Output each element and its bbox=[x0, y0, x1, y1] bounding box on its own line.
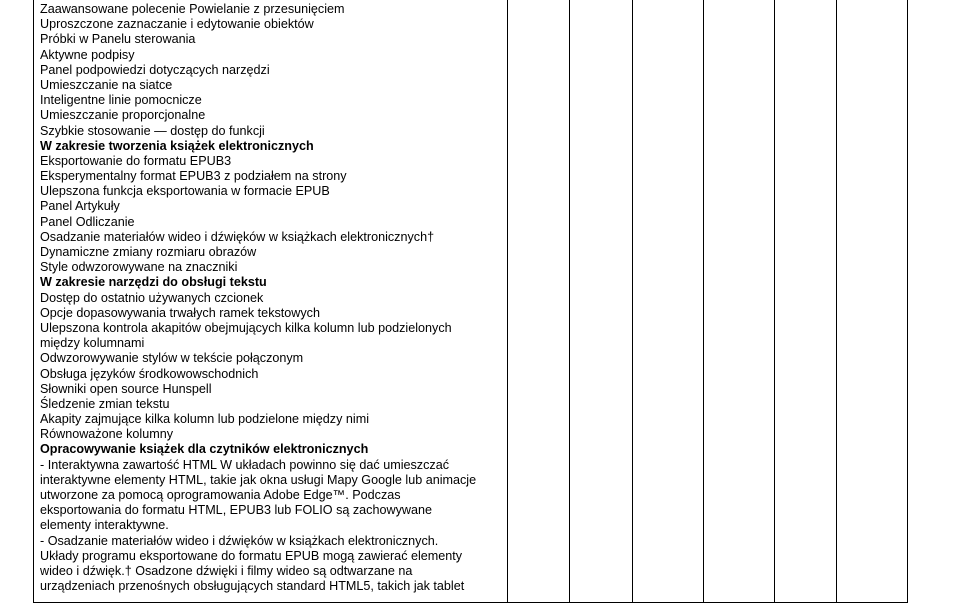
empty-cell-4 bbox=[704, 0, 775, 603]
feature-line: wideo i dźwięk.† Osadzone dźwięki i filmy wideo są odtwarzane na bbox=[40, 563, 413, 578]
feature-line: Próbki w Panelu sterowania bbox=[40, 32, 196, 47]
empty-cell-5 bbox=[775, 0, 837, 603]
feature-line: Dynamiczne zmiany rozmiaru obrazów bbox=[40, 245, 257, 259]
feature-line: Dostęp do ostatnio używanych czcionek bbox=[40, 290, 264, 305]
feature-description-cell bbox=[34, 0, 508, 603]
feature-line: - Osadzanie materiałów wideo i dźwięków w książkach elektronicznych. bbox=[40, 533, 439, 548]
feature-line: Panel podpowiedzi dotyczących narzędzi bbox=[40, 62, 270, 77]
feature-line: Style odwzorowywane na znaczniki bbox=[40, 260, 238, 275]
feature-line: elementy interaktywne. bbox=[40, 518, 169, 533]
feature-line: Osadzanie materiałów wideo i dźwięków w książkach elektronicznych† bbox=[40, 229, 435, 244]
feature-line: między kolumnami bbox=[40, 336, 145, 351]
feature-lines bbox=[34, 0, 507, 594]
feature-line: Zaawansowane polecenie Powielanie z przesunięciem bbox=[40, 2, 345, 16]
feature-line: Aktywne podpisy bbox=[40, 47, 135, 62]
feature-line: - Interaktywna zawartość HTML W układach powinno się dać umieszczać bbox=[40, 457, 449, 472]
feature-line: Umieszczanie proporcjonalne bbox=[40, 108, 206, 123]
feature-line: Słowniki open source Hunspell bbox=[40, 381, 212, 396]
feature-line: Opcje dopasowywania trwałych ramek tekstowych bbox=[40, 305, 320, 320]
feature-line: Układy programu eksportowane do formatu EPUB mogą zawierać elementy bbox=[40, 548, 463, 563]
feature-line: Śledzenie zmian tekstu bbox=[40, 396, 170, 411]
feature-line: Uproszczone zaznaczanie i edytowanie obiektów bbox=[40, 17, 314, 32]
feature-line: Umieszczanie na siatce bbox=[40, 77, 173, 92]
feature-line: Równoważone kolumny bbox=[40, 427, 174, 442]
feature-line: Eksportowanie do formatu EPUB3 bbox=[40, 153, 232, 168]
empty-cell-1 bbox=[508, 0, 570, 603]
feature-line: Obsługa języków środkowowschodnich bbox=[40, 366, 259, 381]
feature-line: eksportowania do formatu HTML, EPUB3 lub FOLIO są zachowywane bbox=[40, 503, 432, 518]
feature-line: Szybkie stosowanie ― dostęp do funkcji bbox=[40, 123, 265, 138]
empty-cell-2 bbox=[570, 0, 633, 603]
table-row bbox=[34, 0, 908, 603]
feature-line: utworzone za pomocą oprogramowania Adobe Edge™. Podczas bbox=[40, 488, 401, 502]
feature-line: Odwzorowywanie stylów w tekście połączonym bbox=[40, 351, 304, 366]
feature-line: Akapity zajmujące kilka kolumn lub podzielone między nimi bbox=[40, 412, 369, 427]
feature-line: Ulepszona funkcja eksportowania w formacie EPUB bbox=[40, 184, 330, 199]
section-heading: W zakresie narzędzi do obsługi tekstu bbox=[40, 275, 267, 290]
feature-line: Ulepszona kontrola akapitów obejmujących kilka kolumn lub podzielonych bbox=[40, 320, 452, 335]
feature-line: Eksperymentalny format EPUB3 z podziałem na strony bbox=[40, 169, 347, 184]
section-heading: Opracowywanie książek dla czytników elektronicznych bbox=[40, 442, 369, 457]
empty-cell-6 bbox=[837, 0, 908, 603]
section-heading: W zakresie tworzenia książek elektronicznych bbox=[40, 138, 314, 153]
feature-line: Panel Odliczanie bbox=[40, 214, 135, 229]
feature-line: Inteligentne linie pomocnicze bbox=[40, 93, 202, 108]
feature-line: urządzeniach przenośnych obsługujących standard HTML5, takich jak tablet bbox=[40, 579, 465, 594]
feature-table bbox=[33, 0, 908, 603]
feature-line: interaktywne elementy HTML, takie jak okna usługi Mapy Google lub animacje bbox=[40, 472, 477, 487]
feature-line: Panel Artykuły bbox=[40, 199, 120, 214]
empty-cell-3 bbox=[633, 0, 704, 603]
